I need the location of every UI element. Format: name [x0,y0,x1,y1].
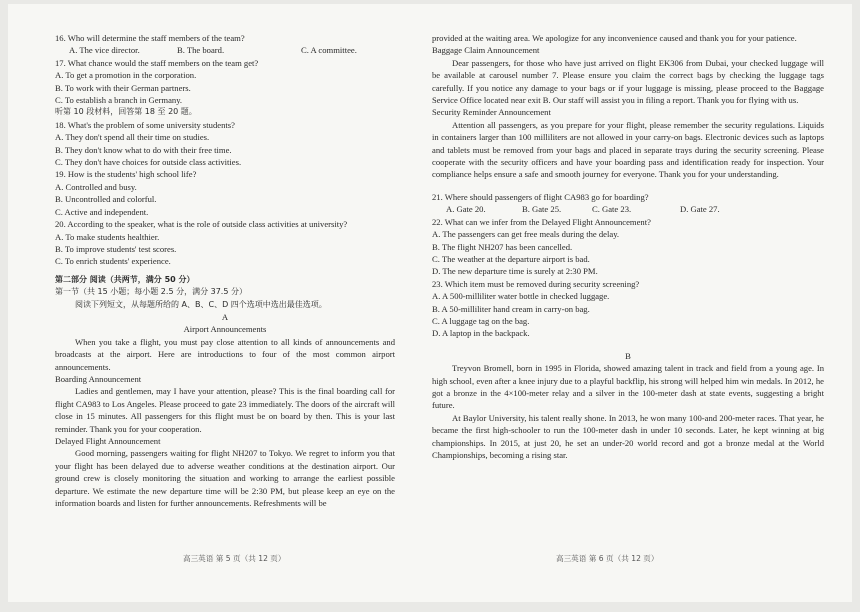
delay-heading: Delayed Flight Announcement [55,436,161,446]
baggage-paragraph: Dear passengers, for those who have just arrived on flight EK306 from Dubai, your checked luggage will be available at carousel number 7. Please ensure you claim the correct bags by checking the luggage tags carefully. If you notice any damage to your bags or if your luggage is missing, please proceed to the Baggage Service Office located near exit B. Our staff will assist you in filing a report. Thank you for flying with us. [432,57,824,106]
option-b: B. To improve students' test scores. [55,243,177,254]
right-page [432,32,824,461]
option-b: B. They don't know what to do with their free time. [55,144,232,155]
question-16-options [69,44,395,56]
exam-sheet [8,4,852,602]
part-two-heading: 第二部分 阅读（共两节，满分 50 分） [55,274,195,284]
question-20: 20. According to the speaker, what is the role of outside class activities at university? [55,219,348,230]
delay-paragraph-continued: provided at the waiting area. We apologize for any inconvenience caused and thank you for your patience. [432,33,797,43]
question-22: 22. What can we infer from the Delayed Flight Announcement? [432,216,651,227]
delay-paragraph: Good morning, passengers waiting for flight NH207 to Tokyo. We regret to inform you that your flight has been delayed due to adverse weather conditions at the destination airport. Our ground crew is closely monitoring the situation and working to arrange the earliest possible departure. We estimate the new departure time will be 2:30 PM, but please keep an eye on the information boards and listen for further announcements. Refreshments will be [55,448,395,509]
listening-instruction: 听第 10 段材料，回答第 18 至 20 题。 [55,107,197,117]
option-a: A. Gate 20. [446,204,486,215]
option-b: B. A 50-milliliter hand cream in carry-on bag. [432,303,590,314]
passage-title: Airport Announcements [183,324,267,335]
option-a: A. They don't spend all their time on studies. [55,132,210,143]
option-c: C. To establish a branch in Germany. [55,95,183,106]
option-b: B. To work with their German partners. [55,82,191,93]
option-a: A. Controlled and busy. [55,181,137,192]
option-c: C. Active and independent. [55,206,149,217]
option-d: D. A laptop in the backpack. [432,328,530,339]
option-c: C. They don't have choices for outside class activities. [55,157,242,168]
question-23: 23. Which item must be removed during security screening? [432,278,640,289]
option-d: D. Gate 27. [680,204,720,215]
question-21-options [446,203,824,215]
option-c: C. The weather at the departure airport is bad. [432,253,590,264]
section-one-heading: 第一节（共 15 小题；每小题 2.5 分，满分 37.5 分） [55,287,247,297]
option-a: A. The passengers can get free meals during the delay. [432,229,620,240]
option-a: A. To get a promotion in the corporation. [55,70,197,81]
passage-letter: A [221,311,229,322]
option-b: B. The board. [177,45,225,56]
boarding-paragraph: Ladies and gentlemen, may I have your attention, please? This is the final boarding call for flight CA983 to Los Angeles. Please proceed to gate 23 immediately. The doors of the aircraft will close in 15 minutes. All passengers for this flight must be on board by then. This is your last reminder. Thank you for your cooperation. [55,386,395,434]
boarding-heading: Boarding Announcement [55,373,142,384]
passage-letter: B [625,350,631,361]
question-18: 18. What's the problem of some university students? [55,119,235,130]
question-19: 19. How is the students' high school life? [55,169,197,180]
baggage-heading: Baggage Claim Announcement [432,45,540,56]
option-a: A. The vice director. [69,45,140,56]
security-paragraph: Attention all passengers, as you prepare for your flight, please remember the security regulations. Liquids in containers larger than 100 milliliters are not allowed in your carry-on bags. Electronic devices such as laptops and tablets must be removed from your bags and placed in separate trays during the security screening. Please cooperate with the security officers and have your boarding pass and identification ready for inspection. Your compliance helps ensure a safe and smooth journey for everyone. Thank you for your understanding. [432,119,824,180]
security-heading: Security Reminder Announcement [432,107,551,118]
left-page-footer: 高三英语 第 5 页（共 12 页） [183,554,286,563]
passage-b-paragraph-2: At Baylor University, his talent really shone. In 2013, he won many 100-and 200-meter races. That year, he became the first high-schooler to run the 100-meter dash in under 10 seconds. Later, he kept winning at big championships. In 2015, at just 20, he set an under-20 world record and got a bronze medal at the World Championships, becoming a rising star. [432,412,824,460]
question-17: 17. What chance would the staff members on the team get? [55,57,259,68]
question-16: 16. Who will determine the staff members of the team? [55,33,245,43]
option-b: B. Gate 25. [522,204,562,215]
option-c: C. To enrich students' experience. [55,256,171,267]
option-a: A. To make students healthier. [55,231,160,242]
option-c: C. A committee. [301,45,357,56]
reading-instruction: 阅读下列短文，从每题所给的 A、B、C、D 四个选项中选出最佳选项。 [75,299,327,309]
option-d: D. The new departure time is surely at 2:30 PM. [432,266,598,277]
option-b: B. The flight NH207 has been cancelled. [432,241,573,252]
option-c: C. Gate 23. [592,204,632,215]
option-a: A. A 500-milliliter water bottle in checked luggage. [432,291,610,302]
option-c: C. A luggage tag on the bag. [432,315,530,326]
right-page-footer: 高三英语 第 6 页（共 12 页） [556,554,659,563]
question-21: 21. Where should passengers of flight CA983 go for boarding? [432,191,649,202]
option-b: B. Uncontrolled and colorful. [55,194,157,205]
left-page [55,32,395,509]
passage-intro: When you take a flight, you must pay close attention to all kinds of announcements and broadcasts at the airport. Here are introductions to four of the most common airport announcements. [55,336,395,372]
passage-b-paragraph-1: Treyvon Bromell, born in 1995 in Florida, showed amazing talent in track and field from a young age. In high school, even after a knee injury due to a playful backflip, his strong will helped him win medals. In 2012, he got a bronze in the 4×100-meter relay and a silver in the 100-meter dash at state events, suggesting a bright future. [432,363,824,411]
